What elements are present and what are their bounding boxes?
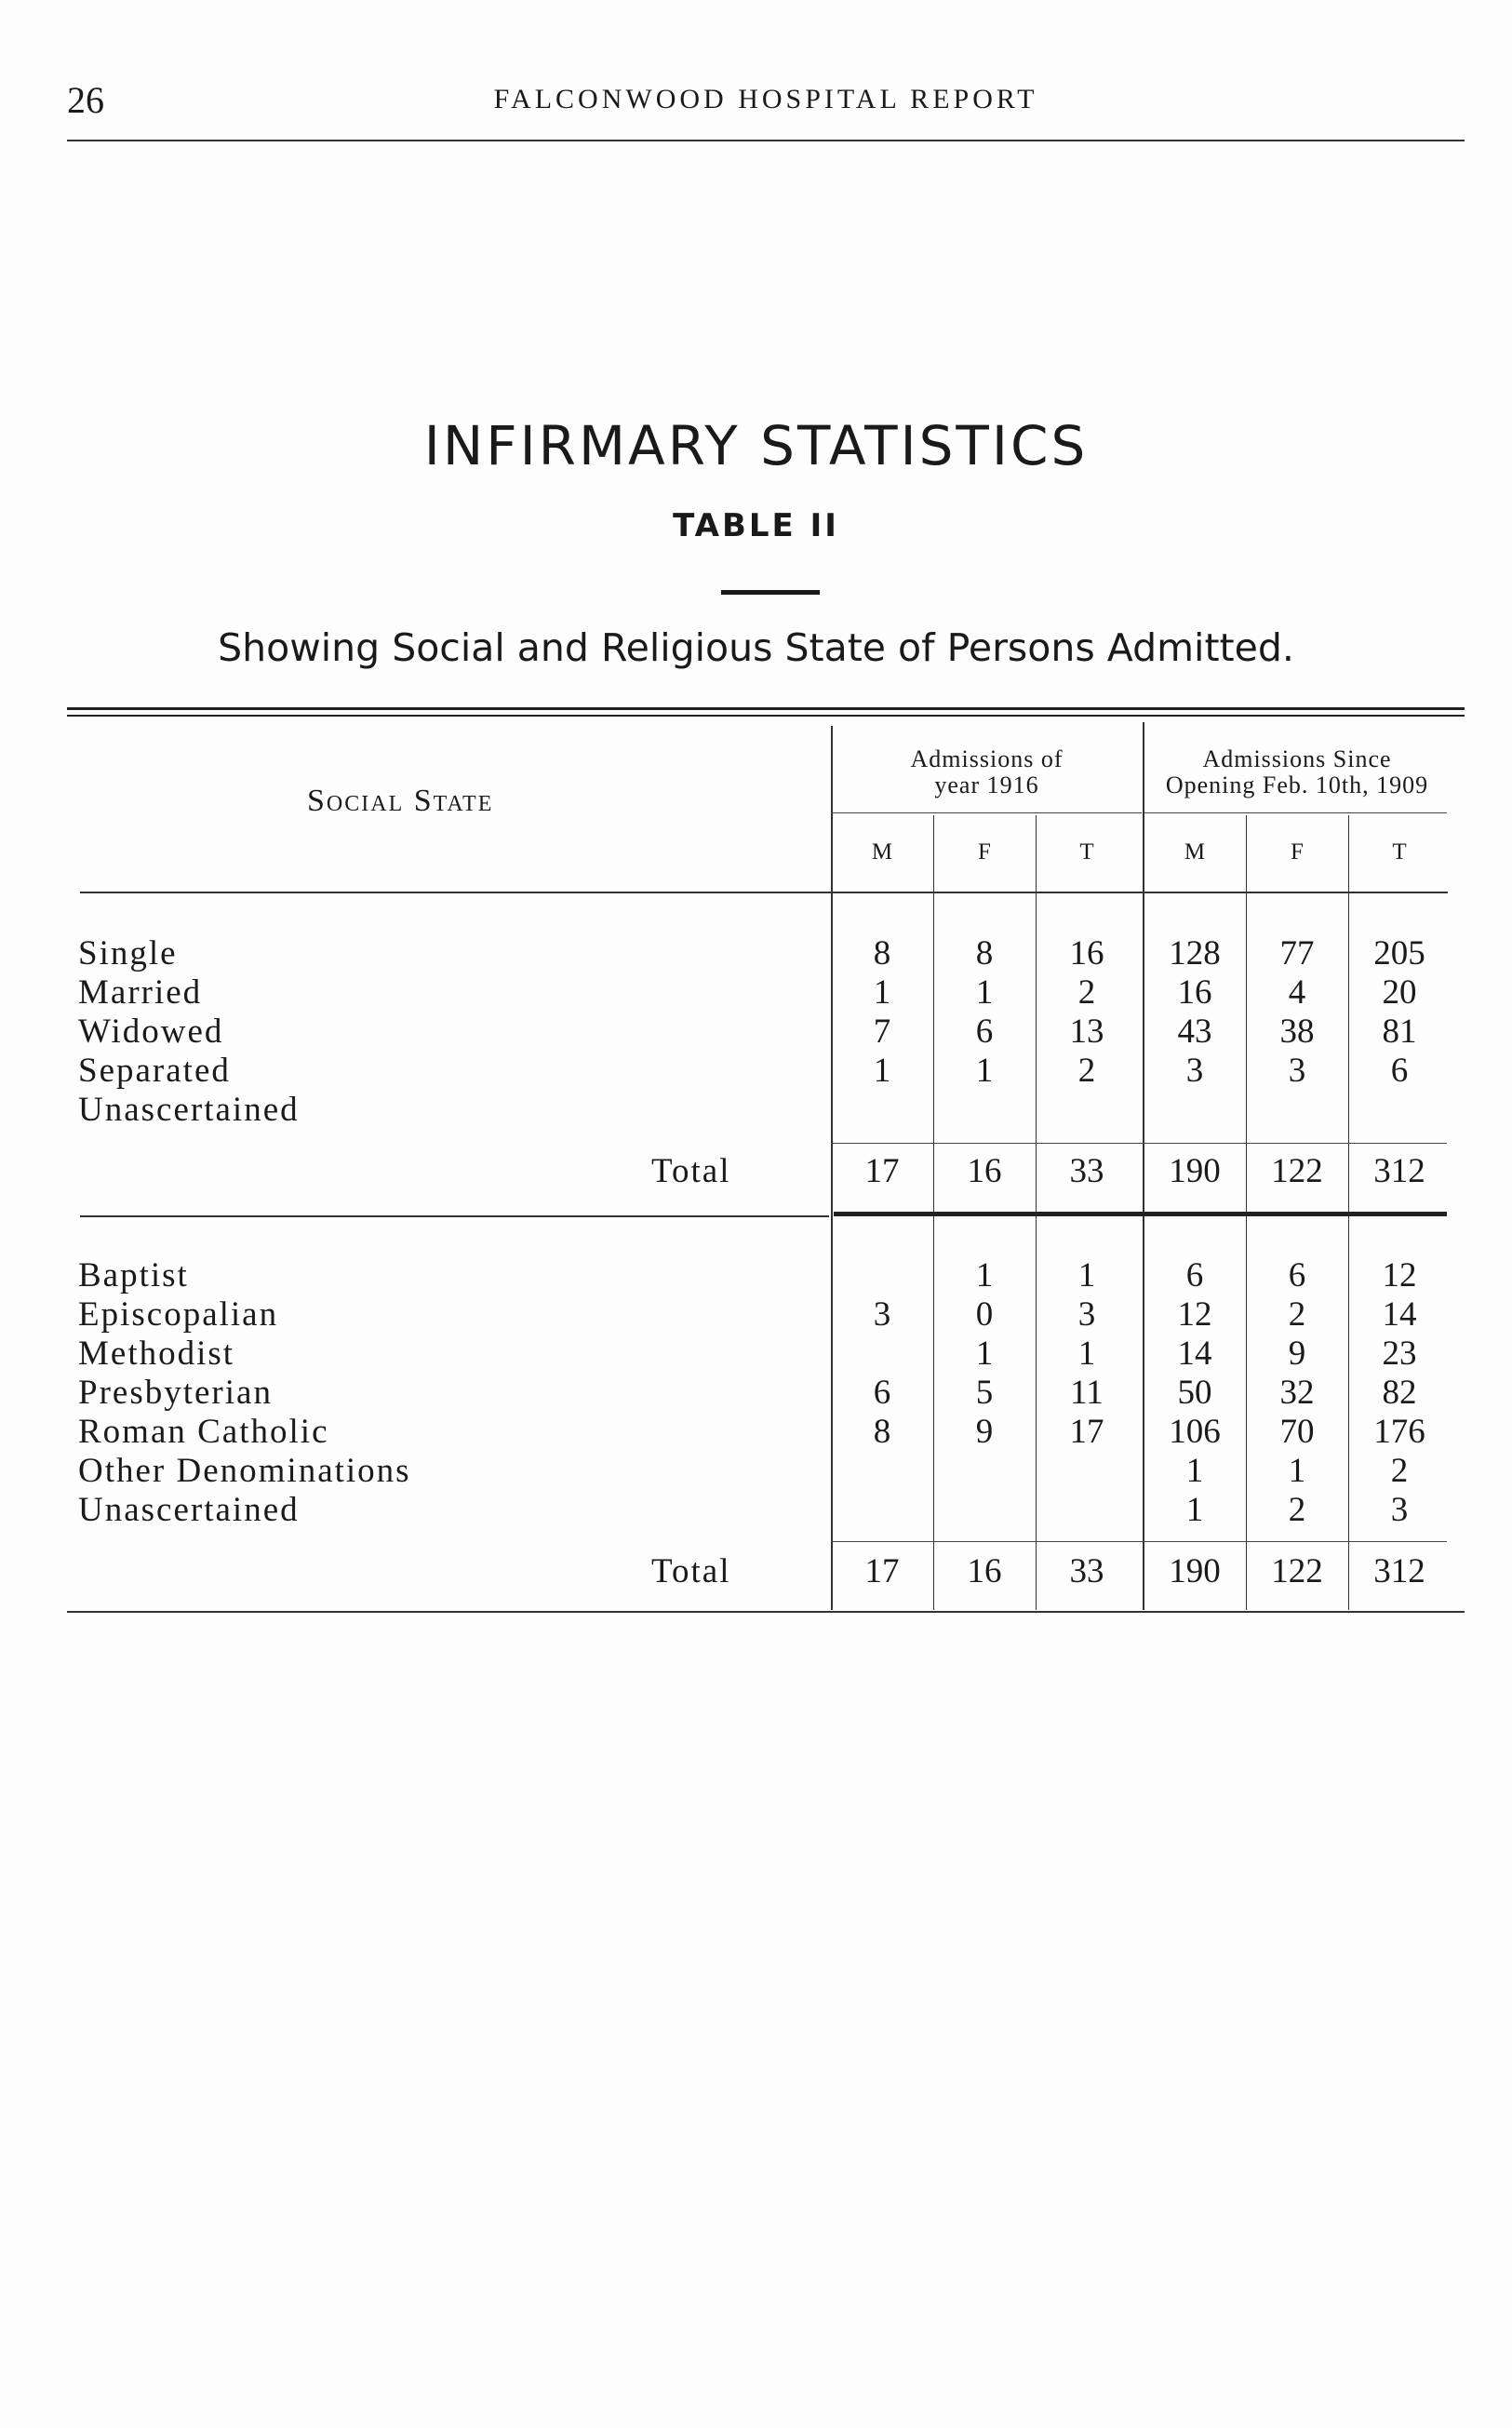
col-header-since-f: F bbox=[1291, 839, 1304, 865]
value-cell: 2 bbox=[1077, 973, 1096, 1012]
table-top-rule-inner bbox=[67, 715, 1465, 717]
value-cell: 1 bbox=[873, 1052, 891, 1090]
total-cell: 33 bbox=[1069, 1152, 1104, 1190]
total-cell: 312 bbox=[1373, 1552, 1425, 1590]
group-header-since-opening-line1: Admissions Since bbox=[1202, 745, 1392, 772]
col-header-since-t: T bbox=[1392, 839, 1407, 865]
table-top-rule bbox=[67, 707, 1465, 710]
value-cell: 50 bbox=[1177, 1374, 1212, 1412]
value-cell: 3 bbox=[873, 1295, 891, 1334]
value-cell: 5 bbox=[975, 1374, 994, 1412]
social-total-label: Total bbox=[651, 1152, 731, 1190]
value-cell: 16 bbox=[1069, 934, 1104, 973]
value-cell: 6 bbox=[1390, 1052, 1409, 1090]
value-cell: 1 bbox=[975, 1335, 994, 1373]
row-label-married: Married bbox=[78, 973, 203, 1012]
stub-header: Social State bbox=[307, 784, 494, 818]
value-cell: 82 bbox=[1382, 1374, 1417, 1412]
value-cell: 9 bbox=[975, 1413, 994, 1451]
page-number: 26 bbox=[67, 79, 104, 121]
value-cell: 205 bbox=[1373, 934, 1425, 973]
value-cell: 77 bbox=[1279, 934, 1315, 973]
value-cell: 17 bbox=[1069, 1413, 1104, 1451]
total-cell: 122 bbox=[1271, 1552, 1323, 1590]
total-cell: 33 bbox=[1069, 1552, 1104, 1590]
subtotal-rule bbox=[831, 1541, 1447, 1542]
total-cell: 17 bbox=[864, 1152, 900, 1190]
group-header-since-opening bbox=[1144, 746, 1451, 798]
col-header-1916-t: T bbox=[1079, 839, 1094, 865]
section-rule-heavy bbox=[834, 1212, 1447, 1216]
running-title: FALCONWOOD HOSPITAL REPORT bbox=[493, 84, 1038, 114]
row-label-unascertained: Unascertained bbox=[78, 1091, 300, 1129]
row-label-widowed: Widowed bbox=[78, 1013, 224, 1051]
table-bottom-rule bbox=[67, 1611, 1465, 1613]
group-header-since-opening-line2: Opening Feb. 10th, 1909 bbox=[1165, 771, 1429, 798]
value-cell: 1 bbox=[873, 973, 891, 1012]
value-cell: 6 bbox=[1185, 1256, 1204, 1294]
total-cell: 17 bbox=[864, 1552, 900, 1590]
value-cell: 2 bbox=[1390, 1452, 1409, 1490]
value-cell: 0 bbox=[975, 1295, 994, 1334]
row-label-episcopalian: Episcopalian bbox=[78, 1295, 279, 1334]
value-cell: 2 bbox=[1288, 1295, 1306, 1334]
row-label-unascertained: Unascertained bbox=[78, 1491, 300, 1529]
group-header-1916 bbox=[831, 746, 1143, 798]
header-rule bbox=[67, 140, 1465, 141]
header-bottom-rule bbox=[80, 892, 1448, 893]
value-cell: 3 bbox=[1185, 1052, 1204, 1090]
value-cell: 3 bbox=[1390, 1491, 1409, 1529]
title-dash bbox=[721, 590, 820, 595]
value-cell: 20 bbox=[1382, 973, 1417, 1012]
row-label-methodist: Methodist bbox=[78, 1335, 235, 1373]
group-header-1916-line2: year 1916 bbox=[934, 771, 1039, 798]
total-cell: 190 bbox=[1169, 1152, 1221, 1190]
group-header-1916-line1: Admissions of bbox=[910, 745, 1064, 772]
value-cell: 14 bbox=[1177, 1335, 1212, 1373]
value-cell: 70 bbox=[1279, 1413, 1315, 1451]
value-cell: 4 bbox=[1288, 973, 1306, 1012]
value-cell: 8 bbox=[873, 934, 891, 973]
value-cell: 13 bbox=[1069, 1013, 1104, 1051]
value-cell: 6 bbox=[975, 1013, 994, 1051]
value-cell: 1 bbox=[1185, 1452, 1204, 1490]
group-header-rule-2 bbox=[1144, 812, 1447, 813]
value-cell: 1 bbox=[975, 1256, 994, 1294]
value-cell: 23 bbox=[1382, 1335, 1417, 1373]
value-cell: 106 bbox=[1169, 1413, 1221, 1451]
row-label-presbyterian: Presbyterian bbox=[78, 1374, 273, 1412]
total-cell: 16 bbox=[967, 1552, 1002, 1590]
table-caption: Showing Social and Religious State of Persons Admitted. bbox=[218, 625, 1294, 670]
row-label-single: Single bbox=[78, 934, 178, 973]
value-cell: 12 bbox=[1177, 1295, 1212, 1334]
value-cell: 8 bbox=[873, 1413, 891, 1451]
total-cell: 122 bbox=[1271, 1152, 1323, 1190]
value-cell: 3 bbox=[1077, 1295, 1096, 1334]
running-head bbox=[67, 78, 1465, 121]
value-cell: 2 bbox=[1288, 1491, 1306, 1529]
value-cell: 32 bbox=[1279, 1374, 1315, 1412]
row-label-roman-catholic: Roman Catholic bbox=[78, 1413, 329, 1451]
total-cell: 190 bbox=[1169, 1552, 1221, 1590]
value-cell: 6 bbox=[873, 1374, 891, 1412]
value-cell: 7 bbox=[873, 1013, 891, 1051]
value-cell: 2 bbox=[1077, 1052, 1096, 1090]
page-title: INFIRMARY STATISTICS bbox=[423, 414, 1089, 477]
value-cell: 1 bbox=[1077, 1335, 1096, 1373]
group-header-rule-1 bbox=[831, 812, 1142, 813]
value-cell: 81 bbox=[1382, 1013, 1417, 1051]
value-cell: 38 bbox=[1279, 1013, 1315, 1051]
subtotal-rule bbox=[831, 1143, 1447, 1144]
value-cell: 1 bbox=[975, 1052, 994, 1090]
col-header-1916-m: M bbox=[871, 839, 893, 865]
row-label-other-denominations: Other Denominations bbox=[78, 1452, 411, 1490]
value-cell: 1 bbox=[1185, 1491, 1204, 1529]
value-cell: 8 bbox=[975, 934, 994, 973]
value-cell: 9 bbox=[1288, 1335, 1306, 1373]
col-header-1916-f: F bbox=[978, 839, 991, 865]
value-cell: 1 bbox=[1288, 1452, 1306, 1490]
religious-total-label: Total bbox=[651, 1552, 731, 1590]
value-cell: 12 bbox=[1382, 1256, 1417, 1294]
table-subtitle: TABLE II bbox=[673, 507, 839, 544]
value-cell: 1 bbox=[1077, 1256, 1096, 1294]
value-cell: 43 bbox=[1177, 1013, 1212, 1051]
value-cell: 3 bbox=[1288, 1052, 1306, 1090]
row-label-baptist: Baptist bbox=[78, 1256, 189, 1294]
value-cell: 6 bbox=[1288, 1256, 1306, 1294]
row-label-separated: Separated bbox=[78, 1052, 231, 1090]
value-cell: 128 bbox=[1169, 934, 1221, 973]
total-cell: 16 bbox=[967, 1152, 1002, 1190]
value-cell: 14 bbox=[1382, 1295, 1417, 1334]
value-cell: 11 bbox=[1070, 1374, 1104, 1412]
value-cell: 16 bbox=[1177, 973, 1212, 1012]
total-cell: 312 bbox=[1373, 1152, 1425, 1190]
value-cell: 1 bbox=[975, 973, 994, 1012]
col-header-since-m: M bbox=[1184, 839, 1206, 865]
section-rule bbox=[80, 1215, 829, 1217]
value-cell: 176 bbox=[1373, 1413, 1425, 1451]
